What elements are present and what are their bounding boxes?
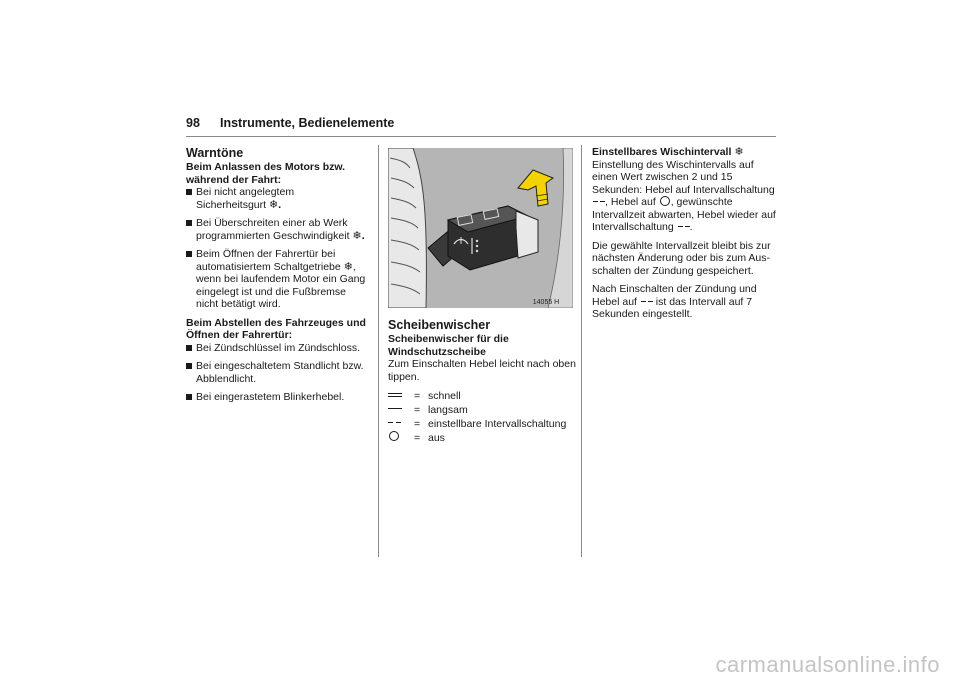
interval-dashes-icon	[388, 417, 414, 431]
figure-code: 14055 H	[532, 299, 560, 306]
middle-column	[388, 318, 578, 445]
page-title: Instrumente, Bedienelemente	[220, 116, 395, 130]
slow-line-icon	[388, 403, 414, 417]
subheading-windshield: Scheibenwischer für die Windschutzscheibe	[388, 333, 509, 358]
right-column	[592, 146, 777, 327]
bullet-icon	[186, 363, 192, 369]
interval-dashes-icon	[640, 298, 653, 306]
subheading-start: Beim Anlassen des Motors bzw. während der Fahrt:	[186, 161, 346, 186]
list-item: Bei nicht angelegtem Sicherheitsgurt ❄.	[186, 186, 366, 211]
subheading-interval: Einstellbares Wischintervall ❄	[592, 146, 744, 158]
snowflake-icon: ❄.	[352, 229, 365, 242]
interval-paragraph-2: Die gewählte Intervallzeit bleibt bis zur nächsten Änderung oder bis zum Ausschalten der Zündung gespeichert.	[592, 239, 771, 277]
list-item: Bei Überschreiten einer ab Werk programmierten Geschwindigkeit ❄.	[186, 217, 366, 242]
wiper-lever-illustration	[388, 148, 573, 308]
list-item: Bei eingeschaltetem Standlicht bzw. Abblendlicht.	[186, 360, 366, 385]
list-stop	[186, 342, 366, 404]
off-circle-icon	[660, 196, 670, 206]
bullet-icon	[186, 220, 192, 226]
section-heading-warntoene: Warntöne	[186, 146, 244, 160]
legend-row: = einstellbare Intervallschaltung	[388, 417, 578, 431]
left-column	[186, 146, 366, 410]
legend-row: = schnell	[388, 389, 578, 403]
legend-row: = langsam	[388, 403, 578, 417]
column-divider-2	[581, 145, 582, 557]
interval-dashes-icon	[677, 223, 690, 231]
off-circle-icon	[388, 431, 414, 445]
wiper-intro: Zum Einschalten Hebel leicht nach oben tippen.	[388, 358, 576, 383]
page-number: 98	[186, 116, 200, 130]
bullet-icon	[186, 251, 192, 257]
interval-dashes-icon	[592, 198, 605, 206]
bullet-icon	[186, 189, 192, 195]
legend-row: = aus	[388, 431, 578, 445]
fast-lines-icon	[388, 389, 414, 403]
column-divider-1	[378, 145, 379, 557]
bullet-icon	[186, 394, 192, 400]
section-heading-scheibenwischer: Scheibenwischer	[388, 318, 491, 332]
header-divider	[186, 136, 776, 137]
list-item: Beim Öffnen der Fahrertür bei automatisiertem Schaltgetriebe ❄, wenn bei laufendem Motor ein Gang eingelegt ist und die Fußbremse nicht betätigt wird.	[186, 248, 366, 311]
watermark: carmanualsonline.info	[715, 651, 940, 677]
bullet-icon	[186, 345, 192, 351]
snowflake-icon: ❄.	[268, 198, 282, 211]
list-start	[186, 186, 366, 311]
snowflake-icon: ❄	[734, 146, 744, 158]
wiper-lever-figure	[388, 148, 573, 308]
list-item: Bei Zündschlüssel im Zündschloss.	[186, 342, 366, 355]
wiper-legend	[388, 389, 578, 445]
snowflake-icon: ❄	[343, 260, 353, 273]
list-item: Bei eingerastetem Blinkerhebel.	[186, 391, 366, 404]
interval-paragraph-1: Einstellung des Wischintervalls auf einen Wert zwischen 2 und 15 Sekunden: Hebel auf Intervallschaltung , Hebel auf , gewünschte Intervallzeit abwarten, Hebel wieder auf Intervallschaltung .	[592, 158, 776, 233]
interval-paragraph-3: Nach Einschalten der Zündung und Hebel auf ist das Intervall auf 7 Sekunden eingestellt.	[592, 283, 757, 320]
subheading-stop: Beim Abstellen des Fahrzeuges und Öffnen der Fahrertür:	[186, 316, 366, 341]
